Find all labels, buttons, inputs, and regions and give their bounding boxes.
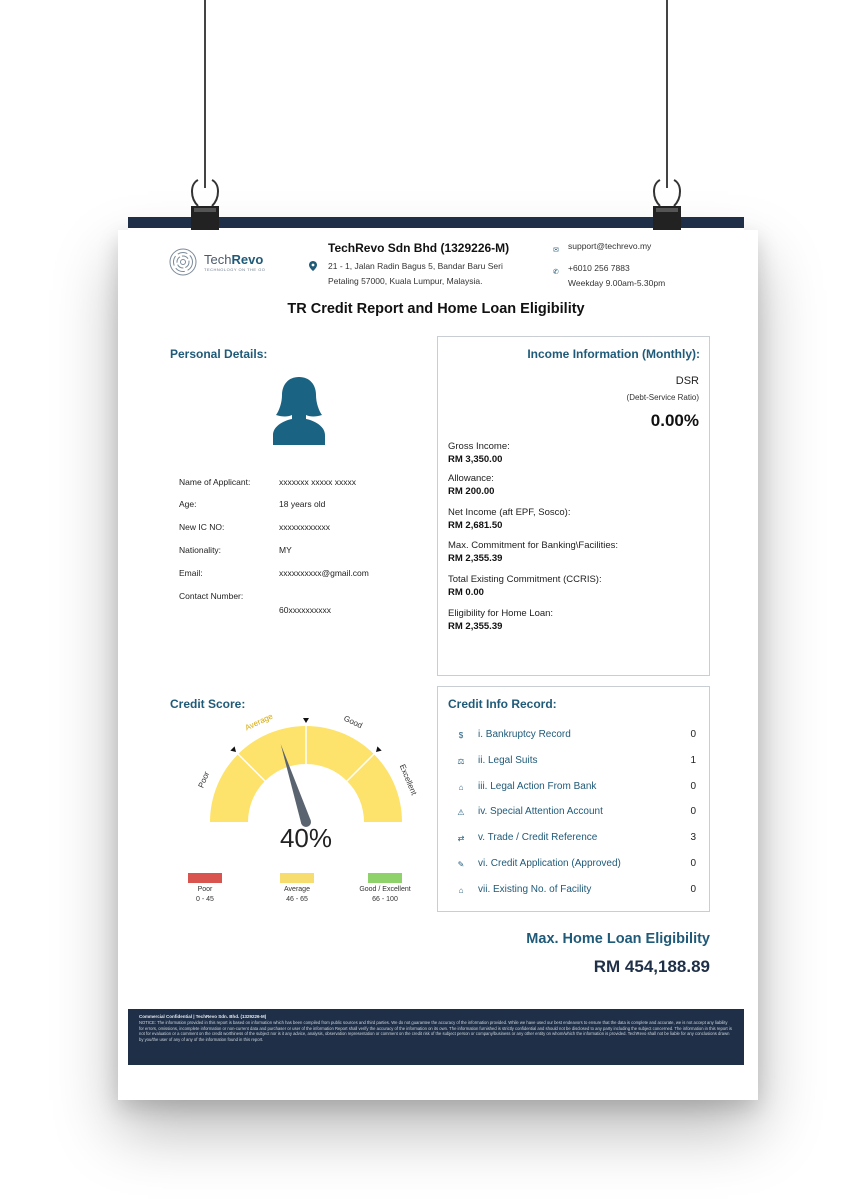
personal-field-value: 18 years old (279, 499, 326, 509)
mail-icon: ✉ (553, 247, 559, 254)
personal-field-label: Age: (179, 499, 197, 509)
income-item-label: Gross Income: (448, 441, 510, 452)
logo-wordmark: TechRevo (204, 251, 264, 267)
gavel-icon: ⚖ (457, 756, 465, 766)
location-pin-icon (309, 261, 317, 271)
income-item (448, 507, 571, 531)
income-item (448, 608, 553, 632)
personal-field-label: Nationality: (179, 545, 222, 555)
dsr-label: DSR (675, 375, 699, 387)
credit-score-heading: Credit Score: (170, 697, 246, 711)
gauge-tick-marker (230, 746, 238, 754)
legend-item (350, 873, 420, 905)
gauge-label: Good (342, 713, 364, 731)
personal-field-value: xxxxxxxxxx@gmail.com (279, 568, 369, 578)
company-logo (168, 247, 265, 277)
credit-info-row (456, 832, 696, 848)
footer-notice: NOTICE: The information provided in this report is based on information which has been compiled from public sources and third parties. We do not guarantee the accuracy of the information provided. While we have used our best endeavors to ensure that the data is complete and accurate, we is not accept any liability for errors, omissions, incomplete information or non-current data and purchaser or user of the information Report shall verify the accuracy of the information on its own. The information furnished is strictly confidential and should not be disclosed to any party including the subject concerned. The information in this report is not for evaluation or a comment on the credit worthiness of the subject nor is it any advice, analysis, observation representation or comment on the credit risk of the subject person or company/business or any other entity on whom/which the information is provided. TechRevo shall not be liable for any conclusions drawn by you/the user of any of any of the information found in this report. (139, 1020, 732, 1042)
personal-details-heading: Personal Details: (170, 347, 268, 361)
fingerprint-icon (168, 247, 198, 277)
personal-field-value: MY (279, 545, 292, 555)
credit-info-label: vii. Existing No. of Facility (478, 883, 592, 895)
company-address (328, 259, 548, 289)
company-name: TechRevo Sdn Bhd (1329226-M) (328, 241, 510, 255)
legend-name: Average (284, 886, 310, 893)
credit-info-value: 0 (690, 858, 696, 869)
credit-info-row (456, 806, 696, 822)
credit-info-row (456, 781, 696, 797)
credit-info-label: iv. Special Attention Account (478, 806, 603, 818)
bank-icon: ⌂ (458, 782, 464, 792)
address-line-2: Petaling 57000, Kuala Lumpur, Malaysia. (328, 276, 483, 286)
footer-title: Commercial Confidential | TechRevo Sdn. Bhd. (1329226-M) (139, 1014, 267, 1019)
exchange-icon: ⇄ (457, 834, 465, 844)
binder-clip-left-icon (186, 178, 224, 232)
institution-icon: ⌂ (458, 885, 464, 895)
income-item-value: RM 3,350.00 (448, 454, 503, 465)
gauge-tick-marker (374, 746, 382, 754)
income-item-value: RM 0.00 (448, 587, 484, 598)
credit-info-row (456, 729, 696, 745)
gauge-label: Average (243, 711, 275, 733)
income-heading: Income Information (Monthly): (527, 347, 700, 361)
binder-clip-right-icon (648, 178, 686, 232)
credit-info-row (456, 755, 696, 771)
company-contact (553, 239, 665, 291)
legend-item (272, 873, 322, 905)
money-bag-icon: $ (458, 731, 464, 740)
personal-field-label: Name of Applicant: (179, 477, 251, 487)
income-item (448, 441, 510, 465)
income-item-label: Allowance: (448, 473, 494, 484)
legend-swatch (280, 873, 314, 883)
application-icon: ✎ (457, 860, 465, 869)
hanging-string-right (666, 0, 668, 188)
credit-info-value: 1 (690, 754, 696, 766)
credit-info-heading: Credit Info Record: (448, 697, 557, 711)
income-item-label: Eligibility for Home Loan: (448, 608, 554, 619)
phone-icon: ✆ (553, 269, 559, 276)
income-item (448, 473, 494, 497)
gauge-tick-marker (303, 718, 309, 723)
credit-info-label: i. Bankruptcy Record (478, 729, 571, 740)
gauge-label: Excellent (397, 762, 419, 797)
company-info (328, 241, 510, 286)
personal-field-value: xxxxxxx xxxxx xxxxx (279, 477, 356, 487)
credit-info-label: iii. Legal Action From Bank (478, 780, 597, 792)
user-avatar-icon (270, 375, 328, 445)
income-item-label: Net Income (aft EPF, Sosco): (448, 507, 571, 518)
company-email[interactable]: support@techrevo.my (568, 241, 652, 251)
legend-range: 46 - 65 (286, 896, 308, 903)
dsr-sublabel: (Debt-Service Ratio) (626, 393, 699, 402)
credit-info-value: 0 (690, 780, 696, 792)
income-item-label: Total Existing Commitment (CCRIS): (448, 574, 602, 585)
personal-field-label: Email: (179, 568, 203, 578)
report-paper (128, 217, 744, 1065)
income-item-value: RM 2,355.39 (448, 553, 503, 564)
credit-info-label: ii. Legal Suits (478, 754, 538, 766)
legend-name: Poor (197, 886, 213, 893)
credit-info-label: vi. Credit Application (Approved) (478, 858, 621, 869)
logo-tagline: TECHNOLOGY ON THE GO (204, 266, 266, 272)
credit-info-value: 0 (690, 729, 696, 740)
legend-range: 66 - 100 (372, 896, 398, 903)
company-hours: Weekday 9.00am-5.30pm (568, 278, 666, 288)
report-title: TR Credit Report and Home Loan Eligibility (287, 301, 585, 317)
personal-field-label: Contact Number: (179, 591, 244, 601)
income-item-value: RM 200.00 (448, 486, 495, 497)
credit-info-row (456, 858, 696, 874)
dsr-value: 0.00% (650, 411, 699, 430)
legend-swatch (188, 873, 222, 883)
credit-info-value: 0 (690, 806, 696, 818)
credit-info-label: v. Trade / Credit Reference (478, 832, 598, 844)
personal-field-label: New IC NO: (179, 522, 225, 532)
personal-field-value: 60xxxxxxxxxx (279, 605, 331, 615)
hanging-string-left (204, 0, 206, 188)
credit-score-value: 40% (279, 823, 333, 853)
credit-info-value: 3 (690, 832, 696, 844)
income-item-value: RM 2,681.50 (448, 520, 503, 531)
personal-field-value: xxxxxxxxxxxx (279, 522, 330, 532)
company-phone[interactable]: +6010 256 7883 (568, 263, 630, 273)
legend-range: 0 - 45 (196, 896, 214, 903)
legend-name: Good / Excellent (359, 886, 411, 893)
income-item-label: Max. Commitment for Banking\Facilities: (448, 540, 618, 551)
credit-info-panel (437, 686, 710, 912)
income-information-panel (437, 336, 710, 676)
income-item (448, 574, 602, 598)
credit-info-value: 0 (690, 883, 696, 895)
gauge-label: Poor (196, 770, 212, 790)
credit-info-row (456, 884, 696, 900)
confidential-footer (128, 1009, 744, 1065)
legend-swatch (368, 873, 402, 883)
max-loan-heading: Max. Home Loan Eligibility (526, 931, 710, 947)
income-item (448, 540, 618, 564)
income-item-value: RM 2,355.39 (448, 621, 503, 632)
legend-item (180, 873, 230, 905)
address-line-1: 21 - 1, Jalan Radin Bagus 5, Bandar Baru Seri (328, 261, 503, 271)
warning-icon: ⚠ (457, 808, 465, 818)
max-loan-value: RM 454,188.89 (593, 957, 710, 976)
